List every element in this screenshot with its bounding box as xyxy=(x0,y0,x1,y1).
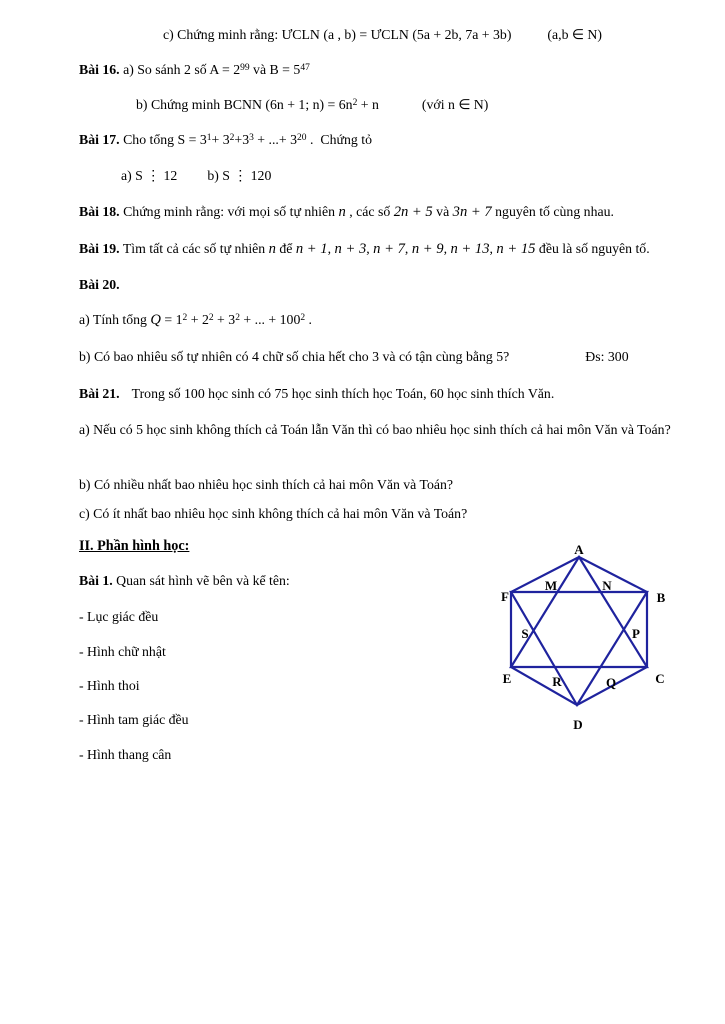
text-segment: , xyxy=(366,241,374,256)
paragraph-p1 xyxy=(163,26,602,44)
text-segment: (với n ∈ N) xyxy=(421,97,489,112)
text-segment: +3 xyxy=(234,132,250,147)
text-segment: , các số xyxy=(345,204,394,219)
text-segment: Bài 19. xyxy=(79,241,120,256)
text-segment: - Lục giác đều xyxy=(79,609,159,624)
text-segment: n + 7 xyxy=(373,241,405,257)
paragraph-p2 xyxy=(79,61,310,81)
text-segment: + ... + 100 xyxy=(239,312,301,327)
vertex-label-S: S xyxy=(521,626,529,641)
text-segment: 20 xyxy=(297,132,307,143)
text-segment: Bài 16. xyxy=(79,62,120,77)
text-segment: n + 3 xyxy=(334,241,367,257)
text-segment: II. Phần hình học: xyxy=(79,538,190,554)
vertex-label-E: E xyxy=(502,671,512,686)
text-segment: - Hình thang cân xyxy=(79,747,172,762)
text-segment: 2 xyxy=(208,312,214,323)
text-segment: - Hình tam giác đều xyxy=(79,712,189,727)
paragraph-p21 xyxy=(79,746,171,764)
text-segment: Bài 18. xyxy=(79,204,120,219)
text-segment: Tìm tất cả các số tự nhiên xyxy=(119,241,269,256)
paragraph-p14 xyxy=(79,505,467,523)
vertex-label-F: F xyxy=(501,589,509,604)
paragraph-p4 xyxy=(79,131,372,151)
vertex-label-D: D xyxy=(573,717,583,732)
text-segment: Quan sát hình vẽ bên và kể tên: xyxy=(112,573,290,588)
text-segment: , xyxy=(404,241,412,256)
paragraph-p8 xyxy=(79,276,120,294)
paragraph-p17 xyxy=(79,608,158,626)
paragraph-p9 xyxy=(79,311,312,331)
text-segment: + 3 xyxy=(211,132,230,147)
text-segment: 2 xyxy=(235,312,240,323)
vertex-label-C: C xyxy=(655,671,665,686)
text-segment: + 3 xyxy=(213,312,236,327)
paragraph-p6 xyxy=(79,203,614,221)
text-segment: Bài 1. xyxy=(79,573,113,588)
paragraph-p16 xyxy=(79,572,290,590)
figure-shape-ABCDEF xyxy=(511,557,647,705)
text-segment: n + 1 xyxy=(295,241,328,257)
vertex-label-M: M xyxy=(544,578,558,593)
vertex-label-A: A xyxy=(574,542,584,557)
text-segment: + ...+ 3 xyxy=(253,132,298,147)
text-segment: 99 xyxy=(240,62,250,73)
text-segment: Chứng tỏ xyxy=(320,132,372,147)
text-segment: n + 13 xyxy=(450,241,490,257)
text-segment: n xyxy=(268,241,276,257)
text-segment: Bài 20. xyxy=(79,277,120,292)
paragraph-p20 xyxy=(79,711,189,729)
paragraph-p12 xyxy=(79,417,685,443)
text-segment: 2 xyxy=(229,132,235,143)
text-segment: đều là số nguyên tố. xyxy=(535,241,650,256)
text-segment: Bài 17. xyxy=(79,132,120,147)
vertex-label-Q: Q xyxy=(605,675,617,690)
paragraph-p10 xyxy=(79,348,629,366)
text-segment: 2 xyxy=(300,312,306,323)
paragraph-p19 xyxy=(79,677,140,695)
paragraph-p11 xyxy=(79,385,554,403)
text-segment: b) Có nhiều nhất bao nhiêu học sinh thích cả hai môn Văn và Toán? xyxy=(79,477,454,492)
text-segment: b) Chứng minh BCNN (6n + 1; n) = 6n xyxy=(136,97,353,112)
text-segment: + 2 xyxy=(187,312,209,327)
text-segment: n + 15 xyxy=(496,241,536,257)
vertex-label-P: P xyxy=(632,626,640,641)
text-segment: , xyxy=(489,241,497,256)
text-segment: Q xyxy=(150,312,161,328)
vertex-label-R: R xyxy=(552,674,562,689)
text-segment: nguyên tố cùng nhau. xyxy=(491,204,614,219)
text-segment: 1 xyxy=(206,132,212,143)
text-segment: a) Tính tổng xyxy=(79,312,151,327)
text-segment: Trong số 100 học sinh có 75 học sinh thích học Toán, 60 học sinh thích Văn. xyxy=(131,386,555,401)
vertex-label-B: B xyxy=(656,590,666,605)
figure-shape-BDF xyxy=(511,592,647,705)
text-segment: a) Nếu có 5 học sinh không thích cả Toán lẫn Văn thì có bao nhiêu học sinh thích cả hai môn Văn và Toán? xyxy=(79,422,671,437)
text-segment: b) S ⋮ 120 xyxy=(207,168,272,183)
paragraph-p18 xyxy=(79,643,166,661)
hexagram-figure xyxy=(493,533,683,738)
text-segment: + n xyxy=(357,97,379,112)
text-segment: Chứng minh rằng: với mọi số tự nhiên xyxy=(119,204,339,219)
text-segment: và xyxy=(432,204,453,219)
text-segment: - Hình chữ nhật xyxy=(79,644,166,659)
text-segment: (a,b ∈ N) xyxy=(547,27,602,42)
text-segment: c) Có ít nhất bao nhiêu học sinh không thích cả hai môn Văn và Toán? xyxy=(79,506,468,521)
text-segment: = 1 xyxy=(160,312,183,327)
text-segment: 2 xyxy=(182,312,188,323)
text-segment: a) S ⋮ 12 xyxy=(121,168,178,183)
text-segment: 47 xyxy=(300,62,310,73)
text-segment: Cho tổng S = 3 xyxy=(119,132,207,147)
text-segment: và B = 5 xyxy=(249,62,301,77)
text-segment: 3 xyxy=(249,132,254,143)
text-segment: 2n + 5 xyxy=(393,204,433,220)
paragraph-p7 xyxy=(79,240,650,258)
text-segment: , xyxy=(327,241,335,256)
paragraph-p15 xyxy=(79,537,189,555)
text-segment: 2 xyxy=(352,97,358,108)
paragraph-p3 xyxy=(136,96,488,116)
text-segment: . xyxy=(306,132,314,147)
text-segment: - Hình thoi xyxy=(79,678,140,693)
paragraph-p5 xyxy=(121,167,271,185)
text-segment: Đs: 300 xyxy=(585,349,629,364)
text-segment: để xyxy=(275,241,296,256)
text-segment: 3n + 7 xyxy=(452,204,492,220)
figure-shape-ACE xyxy=(511,557,647,667)
text-segment: . xyxy=(305,312,312,327)
text-segment: , xyxy=(443,241,451,256)
text-segment: c) Chứng minh rằng: ƯCLN (a , b) = ƯCLN (5a + 2b, 7a + 3b) xyxy=(163,27,512,42)
paragraph-p13 xyxy=(79,476,453,494)
text-segment: Bài 21. xyxy=(79,386,120,401)
text-segment: a) So sánh 2 số A = 2 xyxy=(119,62,241,77)
vertex-label-N: N xyxy=(602,578,612,593)
text-segment: b) Có bao nhiêu số tự nhiên có 4 chữ số chia hết cho 3 và có tận cùng bằng 5? xyxy=(79,349,510,364)
text-segment: n + 9 xyxy=(411,241,444,257)
text-segment: n xyxy=(338,204,346,220)
